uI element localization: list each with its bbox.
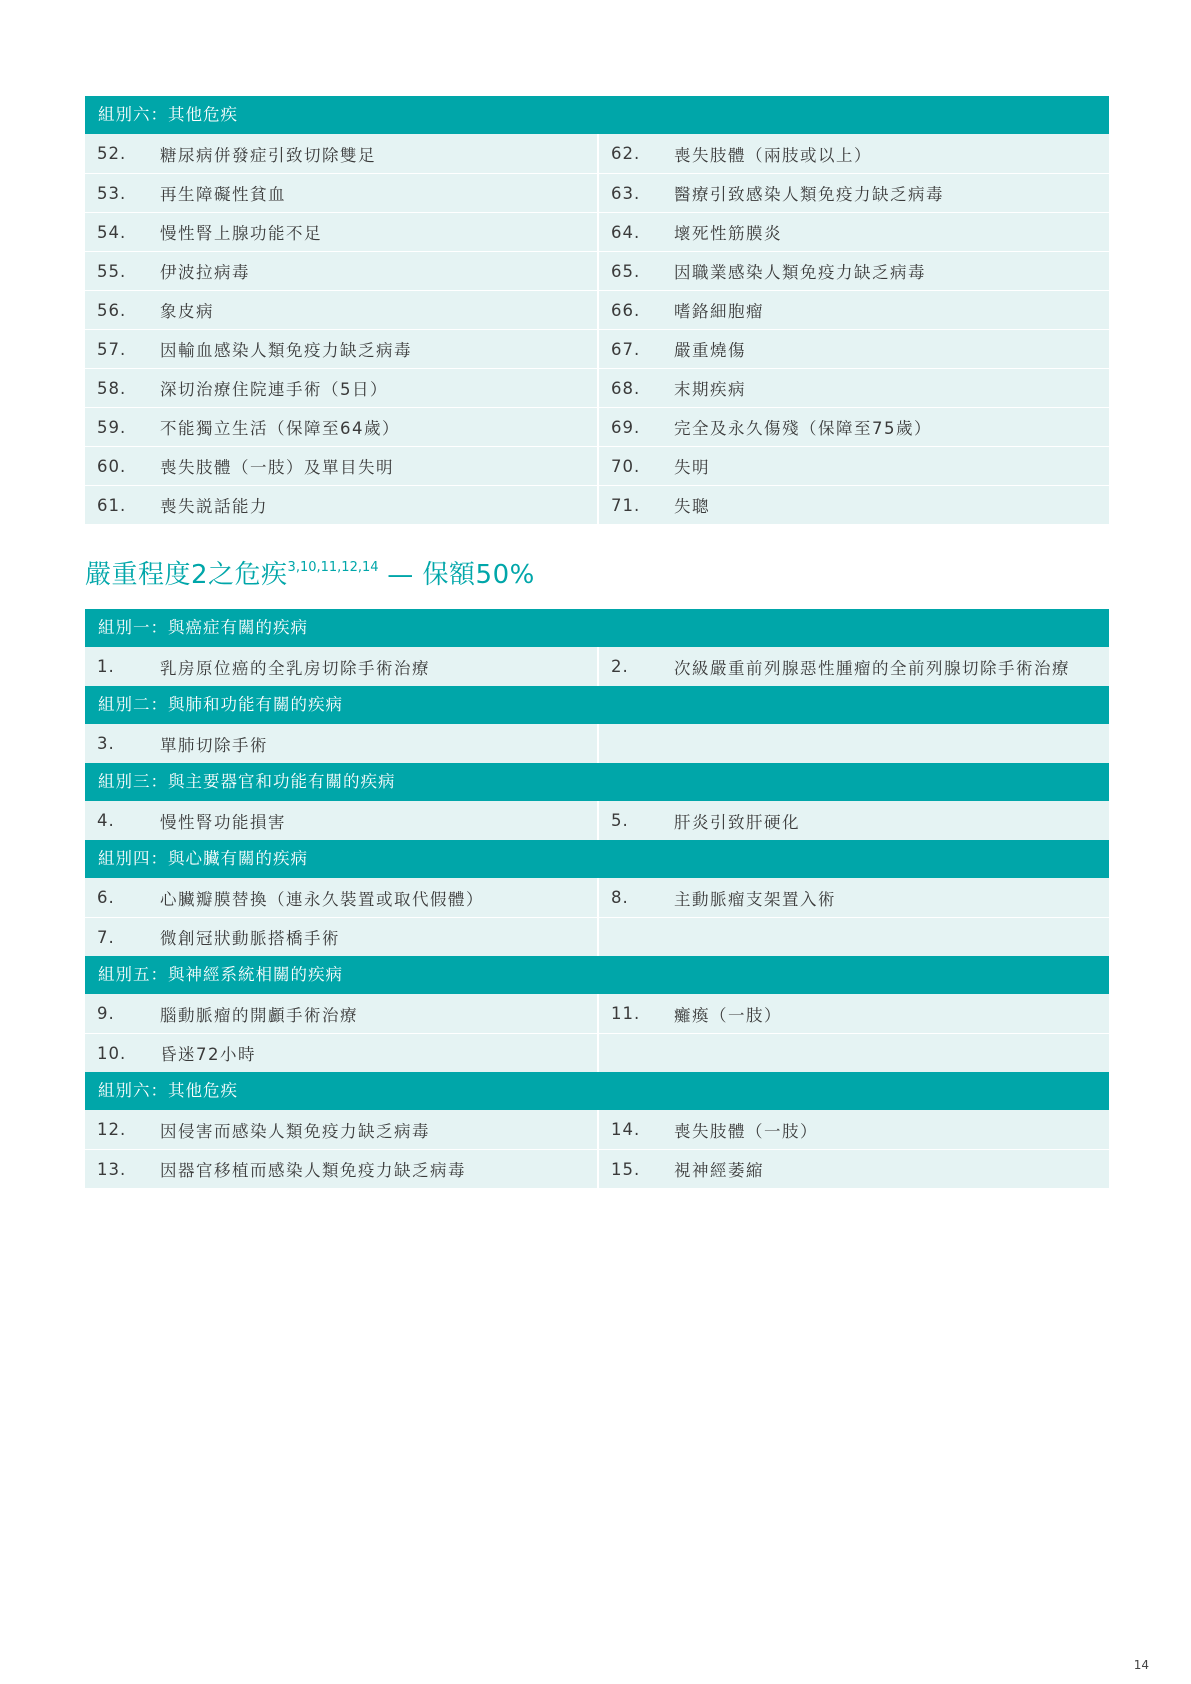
illness-name: 癱瘓（一肢） [674,1005,782,1025]
illness-number: 1. [97,657,115,676]
illness-cell [85,368,597,407]
illness-cell [597,647,1109,686]
illness-cell [85,994,597,1033]
critical-illness-table-bottom [85,609,1109,1188]
table-row [85,251,1109,290]
illness-cell [85,801,597,840]
illness-number: 9. [97,1004,115,1023]
illness-cell [597,212,1109,251]
illness-name: 昏迷72小時 [160,1045,256,1064]
illness-name: 失聰 [674,497,710,516]
illness-cell [597,407,1109,446]
illness-cell [85,485,597,524]
illness-cell [597,994,1109,1033]
illness-number: 13. [97,1159,127,1179]
illness-cell [85,212,597,251]
illness-cell [597,329,1109,368]
group-header: 組別二：與肺和功能有關的疾病 [85,686,1109,724]
illness-name: 因輸血感染人類免疫力缺乏病毒 [160,341,412,360]
illness-name: 深切治療住院連手術（5日） [160,380,388,399]
illness-name: 因器官移植而感染人類免疫力缺乏病毒 [160,1161,466,1180]
section-title-text: 嚴重程度2之危疾 [85,560,288,590]
illness-number: 56. [97,300,127,320]
critical-illness-table-top [85,96,1109,524]
illness-number: 53. [97,183,127,203]
illness-cell [85,407,597,446]
illness-name: 次級嚴重前列腺惡性腫瘤的全前列腺切除手術治療 [674,658,1070,678]
illness-name: 乳房原位癌的全乳房切除手術治療 [160,658,430,678]
illness-name: 再生障礙性貧血 [160,185,286,204]
illness-number: 57. [97,339,127,359]
table-row [85,994,1109,1033]
illness-name: 糖尿病併發症引致切除雙足 [160,145,376,165]
table-row [85,485,1109,524]
illness-number: 7. [97,927,115,947]
table-row [85,917,1109,956]
illness-cell [597,173,1109,212]
illness-cell [85,1033,597,1072]
illness-cell [597,878,1109,917]
illness-number: 58. [97,378,127,398]
illness-name: 嗜鉻細胞瘤 [674,302,764,321]
group-header: 組別一：與癌症有關的疾病 [85,609,1109,647]
table-row [85,329,1109,368]
illness-number: 63. [611,183,641,203]
illness-name: 主動脈瘤支架置入術 [674,889,836,909]
illness-cell [85,917,597,956]
illness-cell [85,724,597,763]
illness-name: 嚴重燒傷 [674,341,746,360]
illness-number: 66. [611,300,641,320]
illness-cell [597,1033,1109,1072]
illness-name: 末期疾病 [674,380,746,399]
illness-name: 喪失肢體（兩肢或以上） [674,145,872,165]
illness-cell [85,251,597,290]
illness-number: 60. [97,456,127,476]
table-row [85,724,1109,763]
table-row [85,173,1109,212]
illness-number: 64. [611,222,641,242]
illness-cell [597,917,1109,956]
table-row [85,801,1109,840]
illness-name: 因職業感染人類免疫力缺乏病毒 [674,263,926,282]
illness-number: 14. [611,1120,641,1139]
illness-number: 8. [611,888,629,907]
illness-name: 象皮病 [160,302,214,321]
section-title-suffix: — 保額50% [378,560,535,590]
group-header: 組別六：其他危疾 [85,1072,1109,1110]
table-row [85,878,1109,917]
section-title [85,554,535,591]
illness-cell [597,1110,1109,1149]
table-row [85,647,1109,686]
illness-number: 68. [611,378,641,398]
illness-cell [85,173,597,212]
illness-cell [85,647,597,686]
illness-number: 12. [97,1120,127,1139]
illness-number: 55. [97,261,127,281]
illness-number: 10. [97,1043,127,1063]
illness-cell [597,724,1109,763]
illness-number: 65. [611,261,641,281]
illness-name: 不能獨立生活（保障至64歲） [160,419,400,438]
illness-number: 11. [611,1004,641,1023]
illness-number: 67. [611,339,641,359]
illness-name: 腦動脈瘤的開顱手術治療 [160,1005,358,1025]
group-header: 組別五：與神經系統相關的疾病 [85,956,1109,994]
table-row [85,212,1109,251]
illness-cell [85,290,597,329]
illness-number: 15. [611,1159,641,1179]
illness-name: 肝炎引致肝硬化 [674,812,800,832]
illness-cell [597,251,1109,290]
table-row [85,407,1109,446]
illness-cell [597,485,1109,524]
illness-name: 單肺切除手術 [160,735,268,755]
illness-name: 壞死性筋膜炎 [674,224,782,243]
illness-name: 喪失肢體（一肢）及單目失明 [160,458,394,477]
illness-name: 失明 [674,458,710,477]
table-row [85,368,1109,407]
illness-cell [597,290,1109,329]
page-number: 14 [1133,1658,1149,1672]
illness-cell [85,446,597,485]
table-row [85,290,1109,329]
group-header: 組別六：其他危疾 [85,96,1109,134]
illness-name: 喪失肢體（一肢） [674,1121,818,1141]
illness-number: 54. [97,222,127,242]
table-row [85,446,1109,485]
illness-name: 微創冠狀動脈搭橋手術 [160,929,340,948]
table-row [85,1149,1109,1188]
illness-cell [597,446,1109,485]
illness-name: 喪失説話能力 [160,497,268,516]
illness-cell [597,1149,1109,1188]
illness-cell [85,134,597,173]
table-row [85,1110,1109,1149]
illness-name: 心臟瓣膜替換（連永久裝置或取代假體） [160,889,484,909]
illness-number: 59. [97,417,127,437]
illness-name: 因侵害而感染人類免疫力缺乏病毒 [160,1121,430,1141]
illness-cell [85,1110,597,1149]
illness-number: 4. [97,811,115,830]
illness-number: 3. [97,734,115,753]
illness-cell [85,1149,597,1188]
illness-cell [597,134,1109,173]
table-row [85,134,1109,173]
illness-name: 視神經萎縮 [674,1161,764,1180]
illness-name: 慢性腎功能損害 [160,812,286,832]
illness-number: 6. [97,888,115,907]
illness-number: 62. [611,144,641,163]
illness-number: 70. [611,456,641,476]
illness-number: 69. [611,417,641,437]
group-header: 組別三：與主要器官和功能有關的疾病 [85,763,1109,801]
illness-name: 慢性腎上腺功能不足 [160,224,322,243]
illness-number: 61. [97,495,127,515]
table-row [85,1033,1109,1072]
illness-name: 完全及永久傷殘（保障至75歲） [674,419,932,438]
illness-number: 71. [611,495,641,515]
illness-number: 5. [611,811,629,830]
group-header: 組別四：與心臟有關的疾病 [85,840,1109,878]
illness-cell [85,878,597,917]
footnote-refs: 3,10,11,12,14 [287,560,379,575]
illness-cell [85,329,597,368]
illness-number: 52. [97,144,127,163]
illness-cell [597,368,1109,407]
illness-cell [597,801,1109,840]
illness-name: 伊波拉病毒 [160,263,250,282]
illness-name: 醫療引致感染人類免疫力缺乏病毒 [674,185,944,204]
illness-number: 2. [611,657,629,676]
